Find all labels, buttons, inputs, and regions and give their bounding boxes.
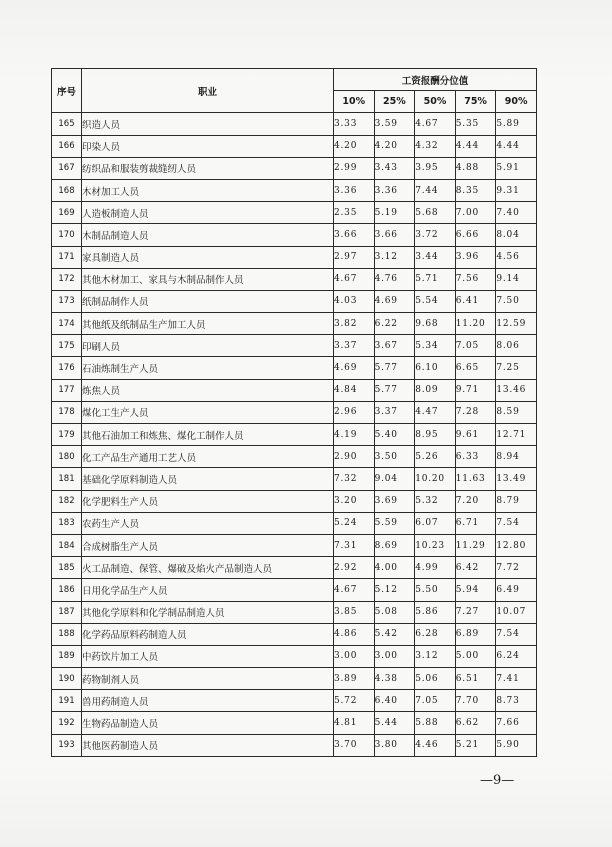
value-p90: 13.49 — [496, 468, 537, 490]
value-p50: 4.47 — [415, 401, 456, 423]
value-p25: 5.40 — [374, 424, 415, 446]
value-p10: 4.67 — [334, 579, 375, 601]
value-p75: 11.29 — [455, 534, 496, 556]
value-p75: 6.66 — [455, 224, 496, 246]
value-p10: 4.03 — [334, 290, 375, 312]
value-p50: 10.20 — [415, 468, 456, 490]
value-p75: 6.33 — [455, 446, 496, 468]
occupation-name: 兽用药制造人员 — [82, 690, 334, 712]
value-p10: 3.66 — [334, 224, 375, 246]
row-number: 183 — [52, 512, 82, 534]
value-p75: 4.44 — [455, 135, 496, 157]
value-p75: 7.28 — [455, 401, 496, 423]
value-p50: 7.05 — [415, 690, 456, 712]
value-p75: 6.42 — [455, 557, 496, 579]
value-p50: 10.23 — [415, 534, 456, 556]
value-p90: 7.54 — [496, 623, 537, 645]
value-p75: 6.62 — [455, 712, 496, 734]
value-p50: 4.67 — [415, 113, 456, 135]
value-p50: 3.95 — [415, 157, 456, 179]
row-number: 170 — [52, 224, 82, 246]
table-row — [52, 734, 537, 756]
value-p50: 6.10 — [415, 357, 456, 379]
value-p25: 6.40 — [374, 690, 415, 712]
value-p10: 2.90 — [334, 446, 375, 468]
value-p90: 9.31 — [496, 179, 537, 201]
row-number: 179 — [52, 424, 82, 446]
occupation-name: 纺织品和服装剪裁缝纫人员 — [82, 157, 334, 179]
value-p90: 7.25 — [496, 357, 537, 379]
value-p10: 4.84 — [334, 379, 375, 401]
value-p25: 5.77 — [374, 357, 415, 379]
value-p90: 8.94 — [496, 446, 537, 468]
value-p90: 6.24 — [496, 645, 537, 667]
value-p50: 7.44 — [415, 179, 456, 201]
value-p50: 5.54 — [415, 290, 456, 312]
value-p50: 5.34 — [415, 335, 456, 357]
row-number: 181 — [52, 468, 82, 490]
table-row — [52, 113, 537, 135]
occupation-name: 其他医药制造人员 — [82, 734, 334, 756]
value-p75: 7.56 — [455, 268, 496, 290]
value-p10: 4.69 — [334, 357, 375, 379]
value-p90: 8.79 — [496, 490, 537, 512]
table-row — [52, 446, 537, 468]
table-row — [52, 512, 537, 534]
value-p75: 11.63 — [455, 468, 496, 490]
value-p75: 6.65 — [455, 357, 496, 379]
value-p50: 5.26 — [415, 446, 456, 468]
row-number: 174 — [52, 313, 82, 335]
value-p75: 4.88 — [455, 157, 496, 179]
value-p10: 3.85 — [334, 601, 375, 623]
table-row — [52, 202, 537, 224]
value-p90: 4.44 — [496, 135, 537, 157]
row-number: 171 — [52, 246, 82, 268]
value-p50: 5.50 — [415, 579, 456, 601]
percentile-header-50: 50% — [415, 91, 456, 113]
value-p90: 12.71 — [496, 424, 537, 446]
value-p90: 13.46 — [496, 379, 537, 401]
row-number: 184 — [52, 534, 82, 556]
value-p90: 7.41 — [496, 668, 537, 690]
value-p90: 7.66 — [496, 712, 537, 734]
value-p90: 10.07 — [496, 601, 537, 623]
value-p50: 9.68 — [415, 313, 456, 335]
value-p50: 5.68 — [415, 202, 456, 224]
value-p75: 5.00 — [455, 645, 496, 667]
table-body — [52, 113, 537, 756]
value-p10: 3.82 — [334, 313, 375, 335]
occupation-name: 日用化学品生产人员 — [82, 579, 334, 601]
value-p90: 5.89 — [496, 113, 537, 135]
occupation-name: 基础化学原料制造人员 — [82, 468, 334, 490]
occupation-name: 人造板制造人员 — [82, 202, 334, 224]
row-number: 177 — [52, 379, 82, 401]
percentile-group-header: 工资报酬分位值 — [334, 69, 537, 91]
occupation-name: 其他石油加工和炼焦、煤化工制作人员 — [82, 424, 334, 446]
occupation-name: 印染人员 — [82, 135, 334, 157]
occupation-name: 药物制剂人员 — [82, 668, 334, 690]
value-p90: 9.14 — [496, 268, 537, 290]
value-p10: 4.86 — [334, 623, 375, 645]
value-p25: 3.36 — [374, 179, 415, 201]
value-p90: 5.90 — [496, 734, 537, 756]
table-row — [52, 157, 537, 179]
value-p90: 7.50 — [496, 290, 537, 312]
value-p10: 7.31 — [334, 534, 375, 556]
value-p25: 4.38 — [374, 668, 415, 690]
row-number: 169 — [52, 202, 82, 224]
value-p25: 3.12 — [374, 246, 415, 268]
table-row — [52, 579, 537, 601]
value-p75: 6.71 — [455, 512, 496, 534]
occupation-name: 煤化工生产人员 — [82, 401, 334, 423]
value-p75: 7.70 — [455, 690, 496, 712]
value-p75: 6.89 — [455, 623, 496, 645]
row-number: 187 — [52, 601, 82, 623]
table-row — [52, 668, 537, 690]
percentile-header-25: 25% — [374, 91, 415, 113]
value-p50: 5.88 — [415, 712, 456, 734]
value-p10: 3.36 — [334, 179, 375, 201]
value-p90: 7.54 — [496, 512, 537, 534]
value-p90: 4.56 — [496, 246, 537, 268]
value-p50: 3.12 — [415, 645, 456, 667]
value-p75: 8.35 — [455, 179, 496, 201]
value-p75: 7.05 — [455, 335, 496, 357]
value-p75: 7.27 — [455, 601, 496, 623]
value-p90: 7.40 — [496, 202, 537, 224]
value-p50: 3.44 — [415, 246, 456, 268]
occupation-name: 合成树脂生产人员 — [82, 534, 334, 556]
value-p25: 8.69 — [374, 534, 415, 556]
value-p10: 3.70 — [334, 734, 375, 756]
seq-header: 序号 — [52, 69, 82, 113]
table-row — [52, 224, 537, 246]
value-p25: 3.59 — [374, 113, 415, 135]
value-p25: 5.12 — [374, 579, 415, 601]
occupation-name: 石油炼制生产人员 — [82, 357, 334, 379]
value-p25: 3.50 — [374, 446, 415, 468]
value-p25: 6.22 — [374, 313, 415, 335]
value-p50: 8.09 — [415, 379, 456, 401]
value-p75: 9.71 — [455, 379, 496, 401]
page-number: —9— — [480, 773, 515, 788]
value-p90: 8.73 — [496, 690, 537, 712]
occupation-name: 其他木材加工、家具与木制品制作人员 — [82, 268, 334, 290]
value-p25: 3.00 — [374, 645, 415, 667]
occupation-name: 火工品制造、保管、爆破及焰火产品制造人员 — [82, 557, 334, 579]
occupation-name: 家具制造人员 — [82, 246, 334, 268]
occupation-name: 化工产品生产通用工艺人员 — [82, 446, 334, 468]
value-p90: 8.04 — [496, 224, 537, 246]
value-p50: 6.07 — [415, 512, 456, 534]
table-row — [52, 645, 537, 667]
row-number: 186 — [52, 579, 82, 601]
row-number: 192 — [52, 712, 82, 734]
value-p25: 4.20 — [374, 135, 415, 157]
table-header — [52, 69, 537, 113]
occupation-name: 其他化学原料和化学制品制造人员 — [82, 601, 334, 623]
occupation-name: 木材加工人员 — [82, 179, 334, 201]
value-p50: 6.28 — [415, 623, 456, 645]
value-p90: 7.72 — [496, 557, 537, 579]
value-p25: 3.43 — [374, 157, 415, 179]
table-row — [52, 335, 537, 357]
value-p75: 3.96 — [455, 246, 496, 268]
value-p75: 7.20 — [455, 490, 496, 512]
table-row — [52, 468, 537, 490]
value-p25: 5.77 — [374, 379, 415, 401]
value-p90: 8.06 — [496, 335, 537, 357]
value-p10: 2.96 — [334, 401, 375, 423]
value-p50: 4.99 — [415, 557, 456, 579]
row-number: 180 — [52, 446, 82, 468]
table-row — [52, 601, 537, 623]
value-p10: 3.20 — [334, 490, 375, 512]
value-p10: 2.97 — [334, 246, 375, 268]
value-p10: 3.37 — [334, 335, 375, 357]
table-row — [52, 357, 537, 379]
value-p10: 2.35 — [334, 202, 375, 224]
table-row — [52, 534, 537, 556]
value-p10: 2.92 — [334, 557, 375, 579]
value-p75: 11.20 — [455, 313, 496, 335]
row-number: 172 — [52, 268, 82, 290]
value-p90: 8.59 — [496, 401, 537, 423]
value-p25: 3.37 — [374, 401, 415, 423]
row-number: 190 — [52, 668, 82, 690]
occupation-name: 化学肥料生产人员 — [82, 490, 334, 512]
table-row — [52, 690, 537, 712]
table-row — [52, 557, 537, 579]
value-p10: 3.89 — [334, 668, 375, 690]
value-p25: 4.00 — [374, 557, 415, 579]
table-row — [52, 401, 537, 423]
occupation-name: 化学药品原料药制造人员 — [82, 623, 334, 645]
occupation-name: 生物药品制造人员 — [82, 712, 334, 734]
value-p10: 3.33 — [334, 113, 375, 135]
row-number: 178 — [52, 401, 82, 423]
table-row — [52, 424, 537, 446]
occupation-name: 农药生产人员 — [82, 512, 334, 534]
table-row — [52, 490, 537, 512]
percentile-header-75: 75% — [455, 91, 496, 113]
value-p25: 5.59 — [374, 512, 415, 534]
table-row — [52, 290, 537, 312]
value-p25: 3.69 — [374, 490, 415, 512]
value-p75: 9.61 — [455, 424, 496, 446]
value-p90: 5.91 — [496, 157, 537, 179]
value-p50: 5.32 — [415, 490, 456, 512]
table-row — [52, 712, 537, 734]
value-p75: 5.94 — [455, 579, 496, 601]
occupation-name: 炼焦人员 — [82, 379, 334, 401]
row-number: 168 — [52, 179, 82, 201]
table-row — [52, 379, 537, 401]
value-p25: 5.08 — [374, 601, 415, 623]
value-p10: 4.19 — [334, 424, 375, 446]
row-number: 176 — [52, 357, 82, 379]
value-p75: 7.00 — [455, 202, 496, 224]
row-number: 166 — [52, 135, 82, 157]
occupation-name: 其他纸及纸制品生产加工人员 — [82, 313, 334, 335]
value-p75: 5.35 — [455, 113, 496, 135]
row-number: 173 — [52, 290, 82, 312]
row-number: 185 — [52, 557, 82, 579]
value-p50: 4.46 — [415, 734, 456, 756]
value-p50: 5.06 — [415, 668, 456, 690]
value-p75: 5.21 — [455, 734, 496, 756]
row-number: 167 — [52, 157, 82, 179]
row-number: 182 — [52, 490, 82, 512]
row-number: 193 — [52, 734, 82, 756]
value-p10: 5.72 — [334, 690, 375, 712]
value-p25: 3.67 — [374, 335, 415, 357]
value-p10: 4.81 — [334, 712, 375, 734]
occupation-name: 纸制品制作人员 — [82, 290, 334, 312]
percentile-header-10: 10% — [334, 91, 375, 113]
wage-percentile-table — [51, 68, 537, 757]
table-row — [52, 135, 537, 157]
table-row — [52, 623, 537, 645]
value-p90: 6.49 — [496, 579, 537, 601]
occupation-name: 中药饮片加工人员 — [82, 645, 334, 667]
table-row — [52, 179, 537, 201]
value-p75: 6.51 — [455, 668, 496, 690]
value-p25: 5.42 — [374, 623, 415, 645]
value-p90: 12.59 — [496, 313, 537, 335]
value-p50: 8.95 — [415, 424, 456, 446]
table-row — [52, 268, 537, 290]
value-p75: 6.41 — [455, 290, 496, 312]
table-row — [52, 313, 537, 335]
occupation-name: 木制品制造人员 — [82, 224, 334, 246]
percentile-header-90: 90% — [496, 91, 537, 113]
row-number: 191 — [52, 690, 82, 712]
row-number: 189 — [52, 645, 82, 667]
value-p50: 3.72 — [415, 224, 456, 246]
occupation-name: 印刷人员 — [82, 335, 334, 357]
value-p10: 2.99 — [334, 157, 375, 179]
value-p10: 7.32 — [334, 468, 375, 490]
value-p50: 4.32 — [415, 135, 456, 157]
value-p10: 5.24 — [334, 512, 375, 534]
value-p25: 3.80 — [374, 734, 415, 756]
occupation-header: 职业 — [82, 69, 334, 113]
value-p25: 3.66 — [374, 224, 415, 246]
value-p10: 3.00 — [334, 645, 375, 667]
value-p90: 12.80 — [496, 534, 537, 556]
value-p25: 4.69 — [374, 290, 415, 312]
row-number: 188 — [52, 623, 82, 645]
value-p25: 9.04 — [374, 468, 415, 490]
value-p25: 4.76 — [374, 268, 415, 290]
value-p25: 5.19 — [374, 202, 415, 224]
value-p25: 5.44 — [374, 712, 415, 734]
value-p50: 5.86 — [415, 601, 456, 623]
value-p50: 5.71 — [415, 268, 456, 290]
row-number: 175 — [52, 335, 82, 357]
value-p10: 4.67 — [334, 268, 375, 290]
value-p10: 4.20 — [334, 135, 375, 157]
occupation-name: 织造人员 — [82, 113, 334, 135]
row-number: 165 — [52, 113, 82, 135]
table-row — [52, 246, 537, 268]
